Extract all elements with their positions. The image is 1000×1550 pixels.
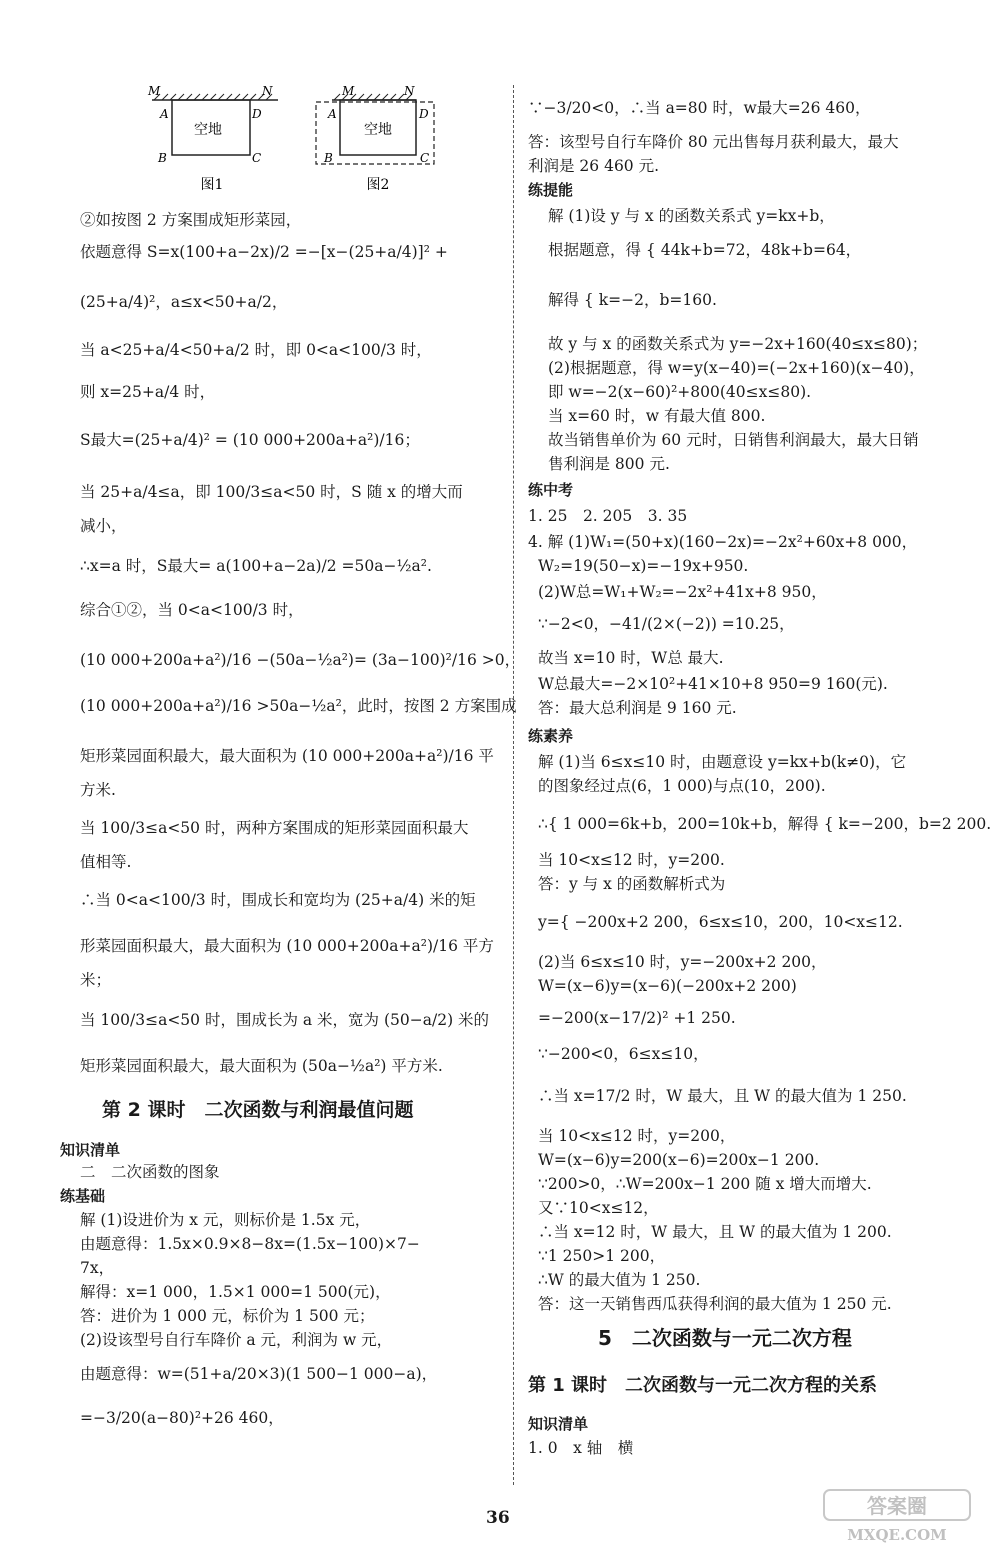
text-line: 当 100/3≤a<50 时，围成长为 a 米，宽为 (50−a/2) 米的: [80, 1011, 490, 1029]
text-line: 4. 解 (1)W₁=(50+x)(160−2x)=−2x²+60x+8 000，: [528, 533, 918, 551]
svg-text:B: B: [158, 151, 167, 165]
text-line: ∵200>0，∴W=200x−1 200 随 x 增大而增大.: [538, 1175, 872, 1193]
section-label: 练基础: [60, 1187, 106, 1205]
section-label: 知识清单: [60, 1141, 121, 1159]
text-line: ∴x=a 时，S最大= a(100+a−2a)/2 =50a−½a².: [80, 557, 432, 575]
text-line: 答：该型号自行车降价 80 元出售每月获利最大，最大: [528, 133, 899, 151]
text-line: 解得：x=1 000，1.5×1 000=1 500(元)，: [80, 1283, 391, 1301]
text-line: 1. 0 x 轴 横: [528, 1439, 634, 1457]
text-line: (25+a/4)²，a≤x<50+a/2，: [80, 293, 288, 311]
svg-text:A: A: [328, 107, 337, 121]
text-line: 矩形菜园面积最大，最大面积为 (50a−½a²) 平方米.: [80, 1057, 443, 1075]
text-line: 值相等.: [80, 853, 132, 871]
text-line: 故 y 与 x 的函数关系式为 y=−2x+160(40≤x≤80)；: [548, 335, 928, 353]
fig2-label: 空地: [364, 122, 392, 138]
text-line: (2)W总=W₁+W₂=−2x²+41x+8 950，: [538, 583, 827, 601]
watermark-logo: [822, 1488, 972, 1544]
text-line: W₂=19(50−x)=−19x+950.: [538, 557, 749, 575]
text-line: 当 10<x≤12 时，y=200.: [538, 851, 725, 869]
text-line: 利润是 26 460 元.: [528, 157, 660, 175]
text-line: 则 x=25+a/4 时，: [80, 383, 216, 401]
text-line: 方米.: [80, 781, 116, 799]
text-line: (2)当 6≤x≤10 时，y=−200x+2 200，: [538, 953, 827, 971]
text-line: 矩形菜园面积最大，最大面积为 (10 000+200a+a²)/16 平: [80, 747, 494, 765]
text-line: 当 100/3≤a<50 时，两种方案围成的矩形菜园面积最大: [80, 819, 469, 837]
svg-text:A: A: [160, 107, 169, 121]
text-line: 售利润是 800 元.: [548, 455, 670, 473]
text-line: 故当销售单价为 60 元时，日销售利润最大，最大日销: [548, 431, 919, 449]
text-line: 当 x=60 时，w 有最大值 800.: [548, 407, 766, 425]
text-line: =−3/20(a−80)²+26 460，: [80, 1409, 284, 1427]
text-line: 解 (1)设进价为 x 元，则标价是 1.5x 元，: [80, 1211, 371, 1229]
svg-text:C: C: [252, 151, 262, 165]
text-line: (2)设该型号自行车降价 a 元，利润为 w 元，: [80, 1331, 393, 1349]
svg-text:C: C: [420, 151, 430, 165]
text-line: W=(x−6)y=(x−6)(−200x+2 200): [538, 977, 797, 995]
text-line: 答：最大总利润是 9 160 元.: [538, 699, 737, 717]
text-line: =−200(x−17/2)² +1 250.: [538, 1009, 736, 1027]
svg-text:MXQE.COM: MXQE.COM: [847, 1526, 947, 1544]
svg-text:N: N: [262, 84, 273, 98]
text-line: 答：进价为 1 000 元，标价为 1 500 元；: [80, 1307, 375, 1325]
text-line: S最大=(25+a/4)² = (10 000+200a+a²)/16；: [80, 431, 420, 449]
text-line: W总最大=−2×10²+41×10+8 950=9 160(元).: [538, 675, 888, 693]
text-line: ∵−2<0，−41/(2×(−2)) =10.25，: [538, 615, 795, 633]
text-line: 依题意得 S=x(100+a−2x)/2 =−[x−(25+a/4)]² +: [80, 243, 448, 261]
section-label: 练提能: [528, 181, 574, 199]
text-line: ∵−200<0，6≤x≤10，: [538, 1045, 709, 1063]
text-line: y={ −200x+2 200，6≤x≤10，200，10<x≤12.: [538, 913, 903, 931]
text-line: (10 000+200a+a²)/16 −(50a−½a²)= (3a−100)²/16 >0，: [80, 651, 521, 669]
page-number: 36: [486, 1508, 510, 1528]
text-line: 又∵10<x≤12，: [538, 1199, 659, 1217]
text-line: 解 (1)当 6≤x≤10 时，由题意设 y=kx+b(k≠0)，它: [538, 753, 907, 771]
text-line: 当 a<25+a/4<50+a/2 时，即 0<a<100/3 时，: [80, 341, 432, 359]
text-line: 根据题意，得 { 44k+b=72，48k+b=64，: [548, 241, 862, 259]
figure-2: [308, 82, 458, 192]
fig1-label: 空地: [194, 122, 222, 138]
text-line: 由题意得：1.5x×0.9×8−8x=(1.5x−100)×7−: [80, 1235, 420, 1253]
column-divider: [513, 85, 514, 1485]
text-line: (2)根据题意，得 w=y(x−40)=(−2x+160)(x−40)，: [548, 359, 925, 377]
text-line: ∵1 250>1 200，: [538, 1247, 666, 1265]
svg-text:答案圈: 答案圈: [867, 1494, 927, 1518]
section-title-lesson2: 第 2 课时 二次函数与利润最值问题: [102, 1099, 414, 1121]
section-label: 练素养: [528, 727, 574, 745]
text-line: 解 (1)设 y 与 x 的函数关系式 y=kx+b，: [548, 207, 835, 225]
text-line: 答：y 与 x 的函数解析式为: [538, 875, 726, 893]
svg-text:B: B: [324, 151, 333, 165]
text-line: 当 25+a/4≤a，即 100/3≤a<50 时，S 随 x 的增大而: [80, 483, 463, 501]
text-line: 二 二次函数的图象: [80, 1163, 220, 1181]
text-line: 由题意得：w=(51+a/20×3)(1 500−1 000−a)，: [80, 1365, 438, 1383]
text-line: 故当 x=10 时，W总 最大.: [538, 649, 724, 667]
text-line: 7x，: [80, 1259, 115, 1277]
text-line: ②如按图 2 方案围成矩形菜园，: [80, 211, 302, 229]
text-line: ∴{ 1 000=6k+b，200=10k+b，解得 { k=−200，b=2 200.: [538, 815, 992, 833]
svg-text:D: D: [419, 107, 429, 121]
text-line: ∵−3/20<0，∴当 a=80 时，w最大=26 460，: [528, 99, 871, 117]
text-line: 米；: [80, 971, 112, 989]
text-line: (10 000+200a+a²)/16 >50a−½a²，此时，按图 2 方案围成: [80, 697, 517, 715]
section-label: 练中考: [528, 481, 574, 499]
text-line: 1. 25 2. 205 3. 35: [528, 507, 688, 525]
text-line: 解得 { k=−2，b=160.: [548, 291, 717, 309]
text-line: 答：这一天销售西瓜获得利润的最大值为 1 250 元.: [538, 1295, 892, 1313]
svg-text:M: M: [342, 84, 355, 98]
text-line: 形菜园面积最大，最大面积为 (10 000+200a+a²)/16 平方: [80, 937, 494, 955]
svg-text:M: M: [148, 84, 161, 98]
text-line: 的图象经过点(6，1 000)与点(10，200).: [538, 777, 826, 795]
text-line: ∴当 x=12 时，W 最大，且 W 的最大值为 1 200.: [538, 1223, 892, 1241]
text-line: 当 10<x≤12 时，y=200，: [538, 1127, 736, 1145]
fig1-caption: 图1: [200, 177, 224, 192]
section-label: 知识清单: [528, 1415, 589, 1433]
section-title-5: 5 二次函数与一元二次方程: [598, 1326, 852, 1350]
text-line: ∴W 的最大值为 1 250.: [538, 1271, 701, 1289]
section-title-lesson1: 第 1 课时 二次函数与一元二次方程的关系: [528, 1375, 878, 1396]
text-line: 即 w=−2(x−60)²+800(40≤x≤80).: [548, 383, 812, 401]
svg-text:D: D: [252, 107, 262, 121]
text-line: 综合①②，当 0<a<100/3 时，: [80, 601, 304, 619]
text-line: W=(x−6)y=200(x−6)=200x−1 200.: [538, 1151, 820, 1169]
figure-1: [140, 82, 290, 192]
text-line: ∴当 0<a<100/3 时，围成长和宽均为 (25+a/4) 米的矩: [80, 891, 476, 909]
text-line: ∴当 x=17/2 时，W 最大，且 W 的最大值为 1 250.: [538, 1087, 907, 1105]
fig2-caption: 图2: [366, 177, 390, 192]
svg-text:N: N: [404, 84, 415, 98]
text-line: 减小，: [80, 517, 127, 535]
